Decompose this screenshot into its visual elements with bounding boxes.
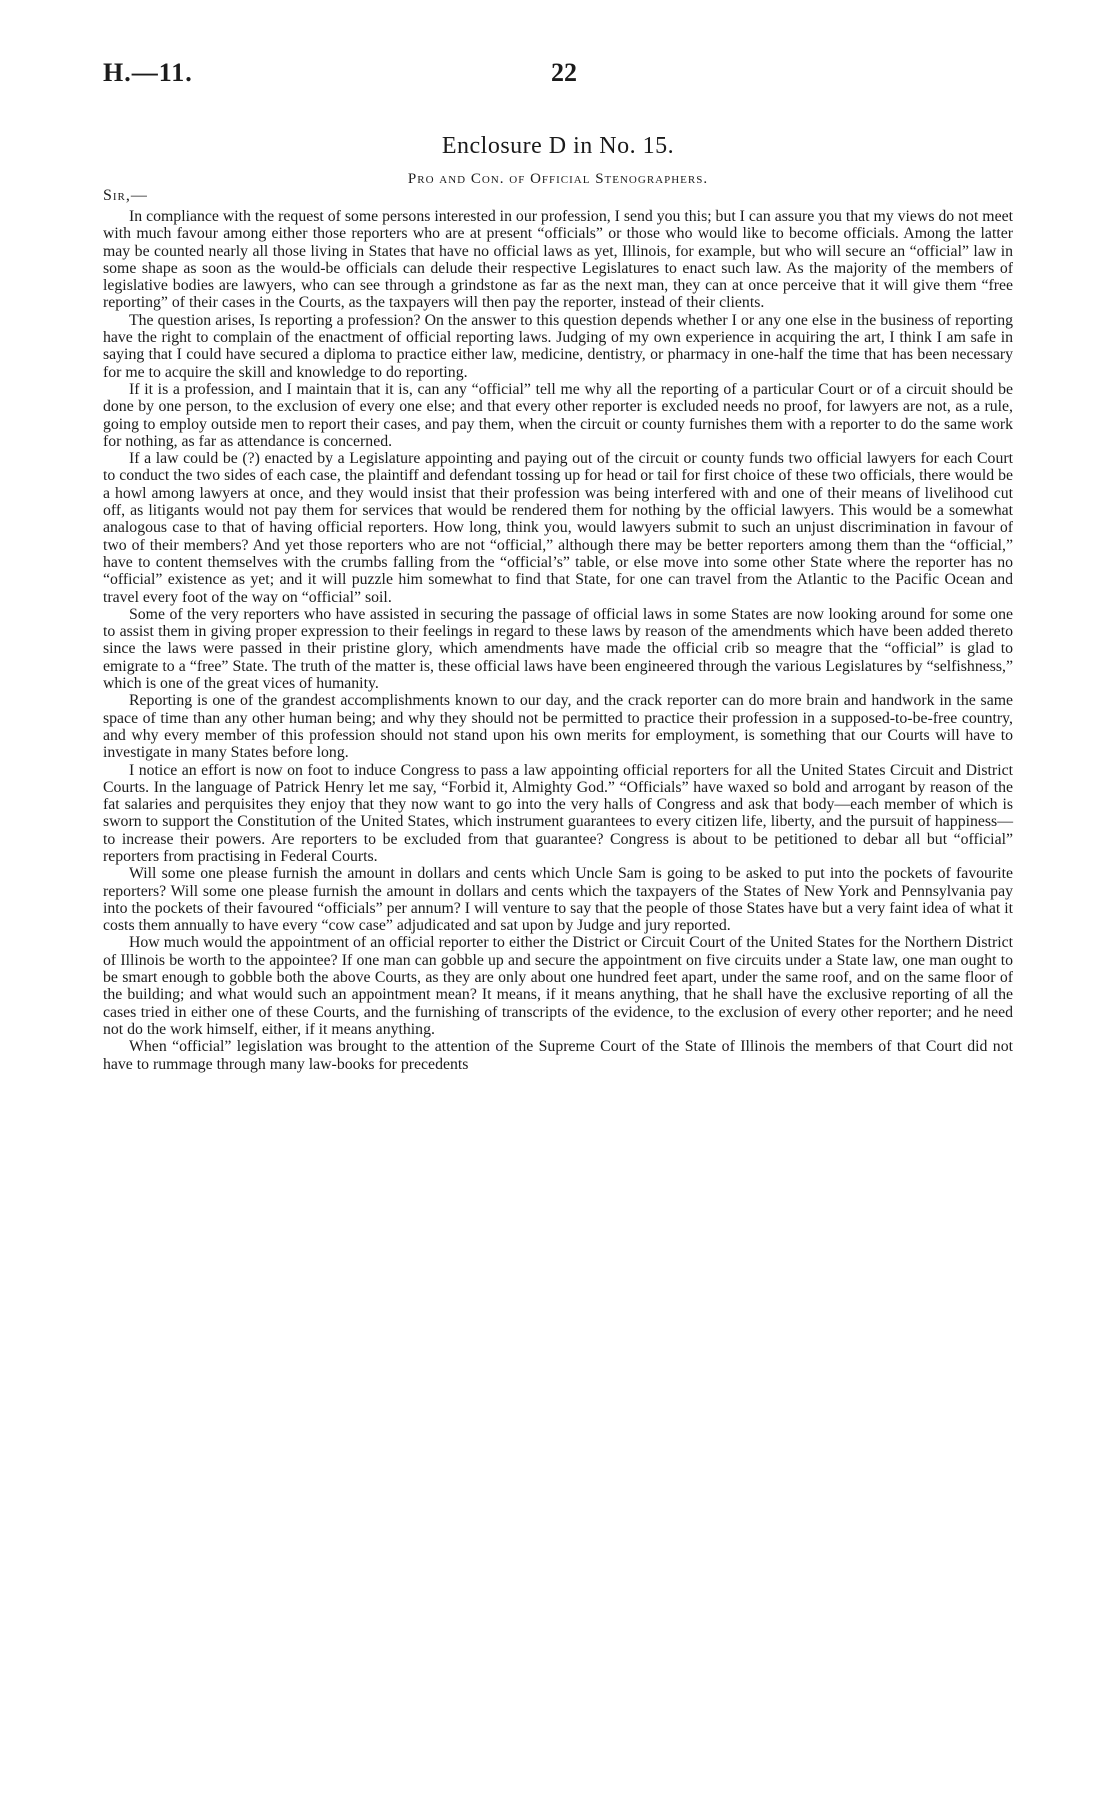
salutation: Sir,— xyxy=(103,187,148,204)
paragraph: Some of the very reporters who have assisted in securing the passage of official laws in some States are now looking around for some one to assist them in giving proper expression to their feelings in regard to these laws by reason of the amendments which have been added thereto since the laws were passed in their pristine glory, which amendments have made the official crib so meagre that the “official” is glad to emigrate to a “free” State. The truth of the matter is, these official laws have been engineered through the various Legislatures by “selfishness,” which is one of the great vices of humanity. xyxy=(103,605,1013,693)
paragraph: Will some one please furnish the amount in dollars and cents which Uncle Sam is going to be asked to put into the pockets of favourite reporters? Will some one please furnish the amount in dollars and cents which the taxpayers of the States of New York and Pennsylvania pay into the pockets of their favoured “officials” per annum? I will venture to say that the people of those States have but a very faint idea of what it costs them annually to have every “cow case” adjudicated and sat upon by Judge and jury reported. xyxy=(103,865,1013,935)
enclosure-title: Enclosure D in No. 15. xyxy=(441,133,675,159)
page-header xyxy=(103,58,1013,98)
article-subtitle: Pro and Con. of Official Stenographers. xyxy=(407,171,709,187)
paragraph: Reporting is one of the grandest accomplishments known to our day, and the crack reporter can do more brain and handwork in the same space of time than any other human being; and why they should not be permitted to practice their profession in a supposed-to-be-free country, and why every member of this profession should not stand upon his own merits for employment, is something that our Courts will have to investigate in many States before long. xyxy=(103,692,1013,762)
paragraph: The question arises, Is reporting a profession? On the answer to this question depends whether I or any one else in the business of reporting have the right to complain of the enactment of official reporting laws. Judging of my own experience in acquiring the art, I think I am safe in saying that I could have secured a diploma to practice either law, medicine, dentistry, or pharmacy in one-half the time that has been necessary for me to acquire the skill and knowledge to do reporting. xyxy=(103,311,1013,381)
letter-body xyxy=(103,208,1013,1073)
paragraph: When “official” legislation was brought to the attention of the Supreme Court of the State of Illinois the members of that Court did not have to rummage through many law-books for precedents xyxy=(103,1038,1013,1073)
paragraph: In compliance with the request of some persons interested in our profession, I send you this; but I can assure you that my views do not meet with much favour among either those reporters who are at present “officials” or those who would like to become officials. Among the latter may be counted nearly all those living in States that have no official laws as yet, Illinois, for example, but who will secure an “official” law in some shape as soon as the would-be officials can delude their respective Legislatures to enact such law. As the majority of the members of legislative bodies are lawyers, who can see through a grindstone as far as the next man, they can at once perceive that it will give them “free reporting” of their cases in the Courts, as the taxpayers will then pay the reporter, instead of their clients. xyxy=(103,208,1013,312)
paragraph: How much would the appointment of an official reporter to either the District or Circuit Court of the United States for the Northern District of Illinois be worth to the appointee? If one man can gobble up and secure the appointment on five circuits under a State law, one man ought to be smart enough to gobble both the above Courts, as they are only about one hundred feet apart, under the same roof, and on the same floor of the building; and what would such an appointment mean? It means, if it means anything, that he shall have the exclusive reporting of all the cases tried in either one of these Courts, and the furnishing of transcripts of the evidence, to the exclusion of every other reporter; and he need not do the work himself, either, if it means anything. xyxy=(103,934,1013,1038)
document-reference: H.—11. xyxy=(103,58,193,87)
paragraph: I notice an effort is now on foot to induce Congress to pass a law appointing official reporters for all the United States Circuit and District Courts. In the language of Patrick Henry let me say, “Forbid it, Almighty God.” “Officials” have waxed so bold and arrogant by reason of the fat salaries and perquisites they enjoy that they now want to go into the very halls of Congress and ask that body—each member of which is sworn to support the Constitution of the United States, which instrument guarantees to every citizen life, liberty, and the pursuit of happiness—to increase their powers. Are reporters to be excluded from that guarantee? Congress is about to be petitioned to debar all but “official” reporters from practising in Federal Courts. xyxy=(103,761,1013,865)
paragraph: If it is a profession, and I maintain that it is, can any “official” tell me why all the reporting of a particular Court or of a circuit should be done by one person, to the exclusion of every one else; and that every other reporter is excluded needs no proof, for lawyers are not, as a rule, going to employ outside men to report their cases, and pay them, when the circuit or county furnishes them with a reporter to do the same work for nothing, as far as attendance is concerned. xyxy=(103,380,1013,450)
page-number: 22 xyxy=(551,58,577,87)
paragraph: If a law could be (?) enacted by a Legislature appointing and paying out of the circuit or county funds two official lawyers for each Court to conduct the two sides of each case, the plaintiff and defendant tossing up for head or tail for first choice of these two officials, there would be a howl among lawyers at once, and they would insist that their profession was being interfered with and one of their means of livelihood cut off, as litigants would not pay them for services that would be rendered them for nothing by the official lawyers. This would be a somewhat analogous case to that of having official reporters. How long, think you, would lawyers submit to such an unjust discrimination in favour of two of their members? And yet those reporters who are not “official,” although there may be better reporters among them than the “official,” have to content themselves with the crumbs falling from the “official’s” table, or else move into some other State where the reporter has no “official” existence as yet; and it will puzzle him somewhat to find that State, for one can travel from the Atlantic to the Pacific Ocean and travel every foot of the way on “official” soil. xyxy=(103,450,1013,606)
